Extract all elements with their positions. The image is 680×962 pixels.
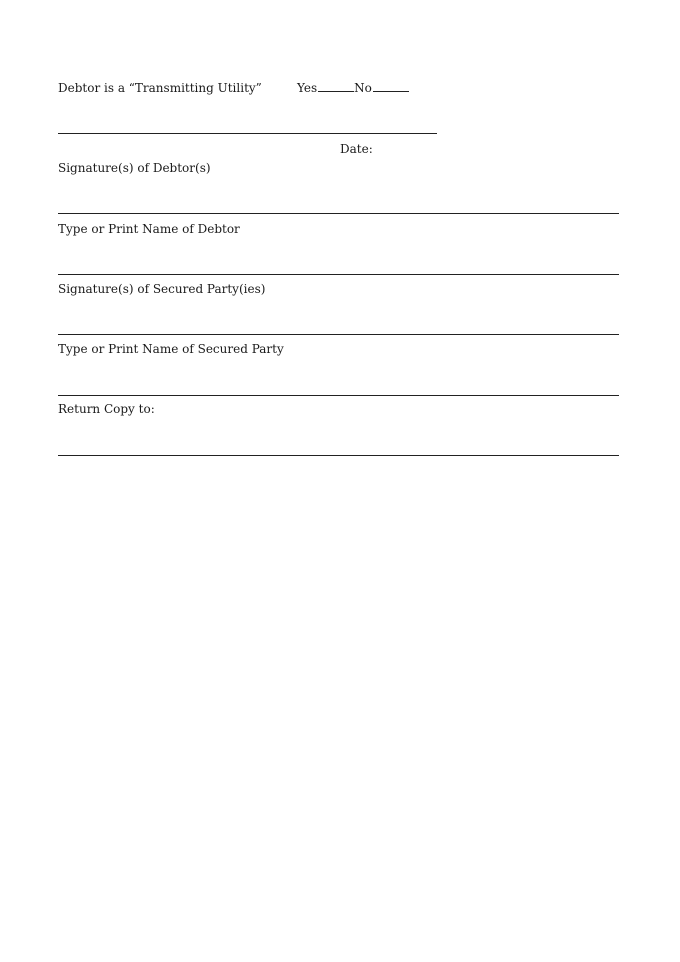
yes-no-group [297,81,409,95]
secured-party-name-label: Type or Print Name of Secured Party [58,342,284,356]
return-copy-line[interactable] [58,455,619,456]
yes-blank-field[interactable] [318,81,354,92]
debtor-name-label: Type or Print Name of Debtor [58,222,240,236]
secured-party-signature-line[interactable] [58,274,619,275]
no-label: No [354,81,372,95]
debtor-signature-label: Signature(s) of Debtor(s) [58,161,211,175]
transmitting-utility-question: Debtor is a “Transmitting Utility” [58,81,262,95]
no-blank-field[interactable] [373,81,409,92]
yes-label: Yes [297,81,318,95]
debtor-name-line[interactable] [58,213,619,214]
secured-party-signature-label: Signature(s) of Secured Party(ies) [58,282,266,296]
secured-party-name-line[interactable] [58,334,619,335]
debtor-signature-line[interactable] [58,133,437,134]
return-copy-label: Return Copy to: [58,402,155,416]
return-copy-top-line [58,395,619,396]
date-label: Date: [340,142,373,156]
